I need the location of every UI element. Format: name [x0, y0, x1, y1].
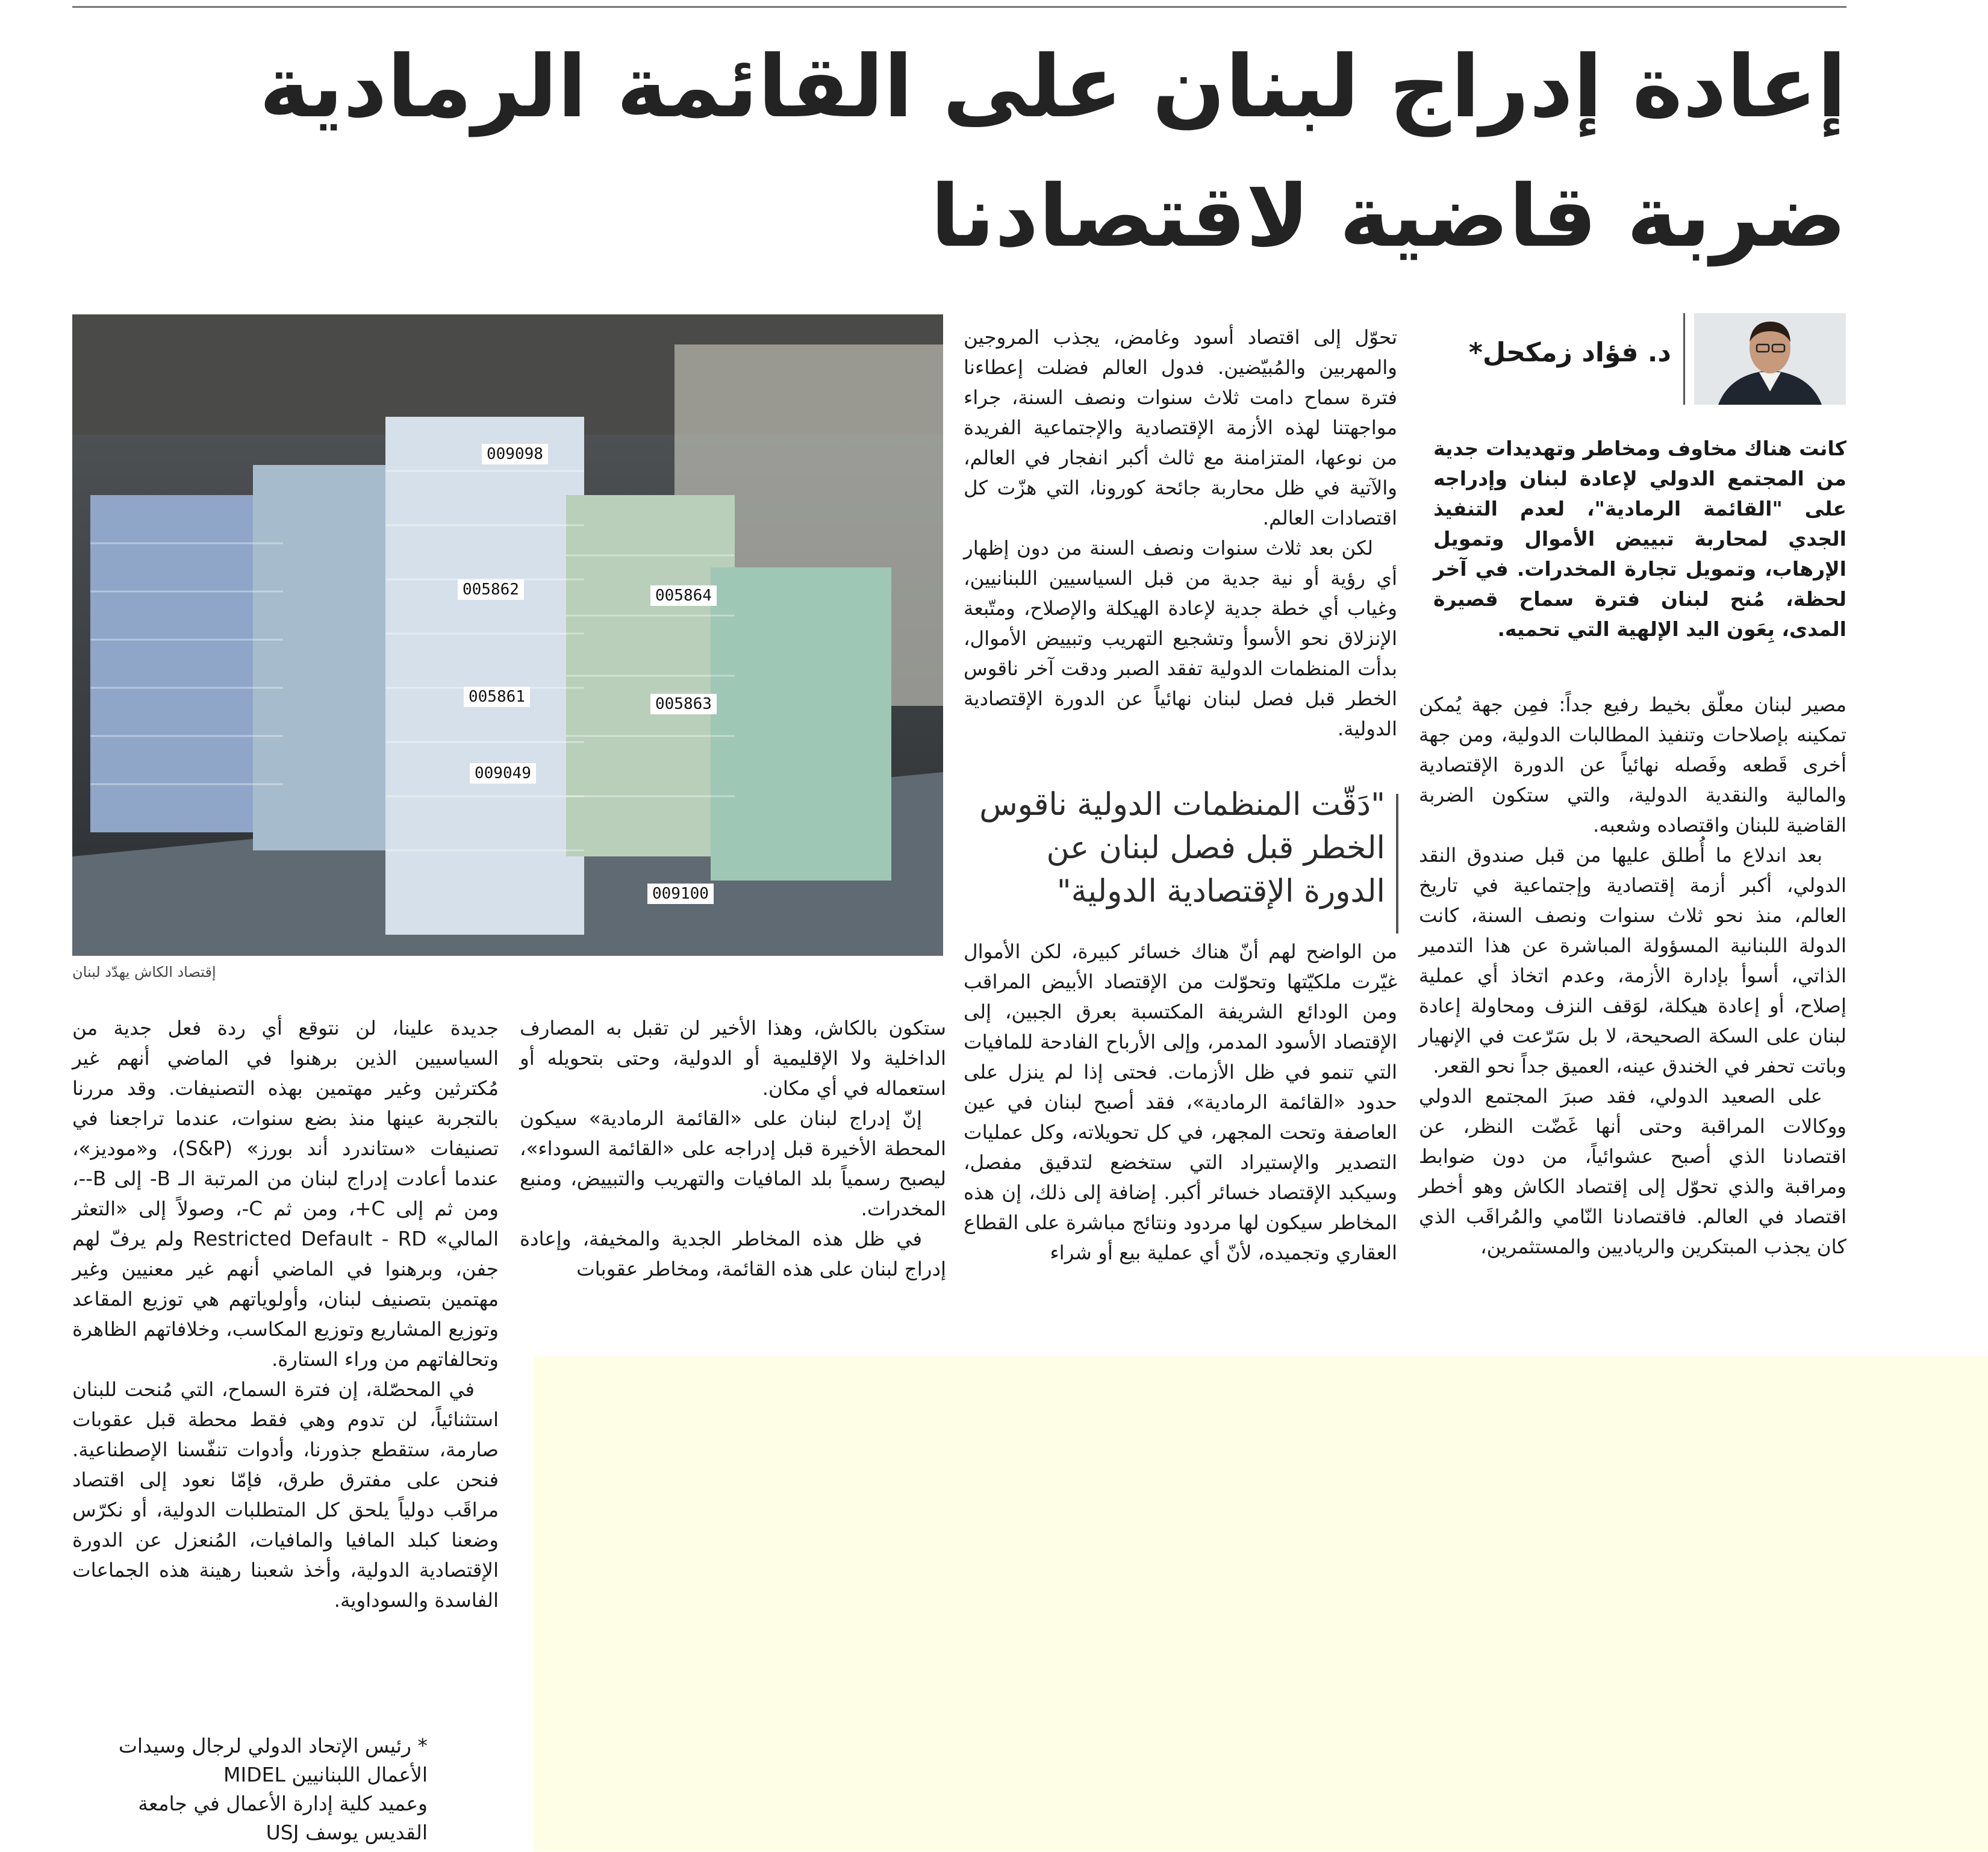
- paragraph: لكن بعد ثلاث سنوات ونصف السنة من دون إظهار أي رؤية أو نية جدية من قبل السياسيين اللبنانيين، وغياب أي خطة جدية لإعادة الهيكلة والإصلاح، ومتّبعة الإنزلاق نحو الأسوأ وتشجيع التهريب وتبييض الأموال، بدأت المنظمات الدولية تفقد الصبر ودقت آخر ناقوس الخطر قبل فصل لبنان نهائياً عن الدورة الإقتصادية الدولية.: [964, 537, 1397, 740]
- paragraph: بعد اندلاع ما أُطلق عليها من قبل صندوق النقد الدولي، أكبر أزمة إقتصادية وإجتماعية في تاريخ العالم، منذ نحو ثلاث سنوات ونصف السنة، كانت الدولة اللبنانية المسؤولة المباشرة عن هذا التدمير الذاتي، أسوأ بإدارة الأزمة، وعدم اتخاذ أي عملية إصلاح، أو إعادة هيكلة، لوَقف النزف ومحاولة إعادة لبنان على السكة الصحيحة، لا بل سَرّعت في الإنهيار وباتت تحفر في الخندق عينه، العميق جداً نحو القعر.: [1419, 844, 1846, 1077]
- footnote-line: القديس يوسف USJ: [266, 1821, 428, 1844]
- headline-line-1: إعادة إدراج لبنان على القائمة الرمادية: [259, 37, 1846, 137]
- pullquote-bar: [1396, 794, 1398, 934]
- lead-paragraph: كانت هناك مخاوف ومخاطر وتهديدات جدية من المجتمع الدولي لإعادة لبنان وإدراجه على "القائمة الرمادية"، لعدم التنفيذ الجدي لمحاربة تبييض الأموال وتمويل الإرهاب، وتمويل تجارة المخدرات. في آخر لحظة، مُنح لبنان فترة سماح قصيرة المدى، بِعَون اليد الإلهية التي تحميه.: [1433, 437, 1846, 641]
- bundle-label: 009049: [470, 763, 536, 784]
- article-column-2-top: [964, 322, 1397, 780]
- paragraph: إنّ إدراج لبنان على «القائمة الرمادية» سيكون المحطة الأخيرة قبل إدراجه على «القائمة السوداء»، ليصبح رسمياً بلد المافيات والتهريب والتبييض، ومنبع المخدرات.: [520, 1107, 946, 1220]
- bundle-label: 005861: [464, 687, 530, 707]
- paragraph: تحوّل إلى اقتصاد أسود وغامض، يجذب المروجين والمهربين والمُبيّضين. فدول العالم فضلت إعطاءنا فترة سماح دامت ثلاث سنوات ونصف السنة، جراء مواجهتنا لهذه الأزمة الإقتصادية والإجتماعية الفريدة من نوعها، المتزامنة مع ثالث أكبر انفجار في العالم، والآتية في ظل محاربة جائحة كورونا، التي هزّت كل اقتصادات العالم.: [964, 326, 1397, 529]
- pullquote: "دَقّت المنظمات الدولية ناقوس الخطر قبل فصل لبنان عن الدورة الإقتصادية الدولية": [979, 787, 1385, 909]
- author-footnote: [72, 1732, 428, 1852]
- bundle-label: 005862: [458, 579, 524, 600]
- article-column-3: [520, 1013, 946, 1302]
- author-name: د. فؤاد زمكحل*: [1468, 337, 1671, 368]
- author-portrait-icon: [1694, 313, 1846, 405]
- article-column-4: [72, 1013, 499, 1706]
- author-divider: [1683, 313, 1685, 405]
- author-photo: [1694, 313, 1846, 405]
- paragraph: مصير لبنان معلّق بخيط رفيع جداً: فمِن جهة يُمكن تمكينه بإصلاحات وتنفيذ المطالبات الدولية، ومن جهة أخرى قَطعه وفَصله نهائياً عن الدورة الإقتصادية والمالية والنقدية الدولية، والتي ستكون الضربة القاضية للبنان واقتصاده وشعبه.: [1419, 693, 1846, 837]
- top-rule: [72, 6, 1846, 8]
- paragraph: ستكون بالكاش، وهذا الأخير لن تقبل به المصارف الداخلية ولا الإقليمية أو الدولية، وحتى بتحويله أو استعماله في أي مكان.: [520, 1017, 946, 1100]
- article-column-2-bottom: [964, 937, 1397, 1310]
- bundle-label: 005863: [650, 694, 717, 714]
- bundle-label: 009098: [482, 444, 548, 464]
- paragraph: في ظل هذه المخاطر الجدية والمخيفة، وإعادة إدراج لبنان على هذه القائمة، ومخاطر عقوبات: [520, 1227, 946, 1280]
- bundle-label: 005864: [650, 585, 717, 606]
- paragraph: جديدة علينا، لن نتوقع أي ردة فعل جدية من السياسيين الذين برهنوا في الماضي أنهم غير مُكترثين وغير مهتمين بهذه التصنيفات. وقد مررنا بالتجربة عينها منذ بضع سنوات، عندما تراجعنا في تصنيفات «ستاندرد أند بورز» (S&P)، و«موديز»، عندما أعادت إدراج لبنان من المرتبة الـ B- إلى B--، ومن ثم إلى C+، ومن ثم C-، وصولاً إلى «التعثر المالي» Restricted Default - RD ولم يرفّ لهم جفن، وبرهنوا في الماضي أنهم غير معنيين وغير مهتمين بتصنيف لبنان، وأولوياتهم هي توزيع المقاعد وتوزيع المشاريع وتوزيع المكاسب، وخلافاتهم الظاهرة وتحالفاتهم من وراء الستارة.: [72, 1017, 499, 1371]
- paragraph: في المحصّلة، إن فترة السماح، التي مُنحت للبنان استثنائياً، لن تدوم وهي فقط محطة قبل عقوبات صارمة، ستقطع جذورنا، وأدوات تنفّسنا الإصطناعية. فنحن على مفترق طرق، فإمّا نعود إلى اقتصاد مراقَب دولياً يلحق كل المتطلبات الدولية، أو نكرّس وضعنا كبلد المافيا والمافيات، المُنعزل عن الدورة الإقتصادية الدولية، وأخذ شعبنا رهينة هذه الجماعات الفاسدة والسوداوية.: [72, 1378, 499, 1612]
- money-stacks-image: [72, 314, 943, 956]
- footnote-line: * رئيس الإتحاد الدولي لرجال وسيدات: [118, 1734, 428, 1757]
- ad-placeholder-area: [534, 1356, 1988, 1851]
- paragraph: من الواضح لهم أنّ هناك خسائر كبيرة، لكن الأموال غيّرت ملكيّتها وتحوّلت من الإقتصاد الأبيض المراقب ومن الودائع الشريفة المكتسبة بعرق الجبين، إلى الإقتصاد الأسود المدمر، وإلى الأرباح الفادحة للمافيات التي تنمو في ظل الأزمات. فحتى إذا لم ينزل على حدود «القائمة الرمادية»، فقد أصبح لبنان في عين العاصفة وتحت المجهر، في كل تحويلاته، وكل عمليات التصدير والإستيراد التي ستخضع لتدقيق مفصل، وسيكبد الإقتصاد خسائر أكبر. إضافة إلى ذلك، إن هذه المخاطر سيكون لها مردود ونتائج مباشرة على القطاع العقاري وتجميده، لأنّ أي عملية بيع أو شراء: [964, 940, 1397, 1264]
- headline-line-2: ضربة قاضية لاقتصادنا: [930, 167, 1846, 266]
- article-column-1: [1419, 690, 1846, 1310]
- footnote-line: وعميد كلية إدارة الأعمال في جامعة: [138, 1792, 428, 1815]
- paragraph: على الصعيد الدولي، فقد صبرَ المجتمع الدولي ووكالات المراقبة وحتى أنها غَضّت النظر، عن اقتصادنا الذي أصبح عشوائياً، من دون ضوابط ومراقبة والذي تحوّل إلى إقتصاد الكاش وهو أخطر اقتصاد في العالم. فاقتصادنا النّامي والمُراقَب الذي كان يجذب المبتكرين والرياديين والمستثمرين،: [1419, 1085, 1846, 1258]
- article-photo: [72, 314, 943, 956]
- photo-caption: إقتصاد الكاش يهدّد لبنان: [72, 964, 216, 981]
- bundle-label: 009100: [647, 884, 714, 904]
- footnote-line: الأعمال اللبنانيين MIDEL: [223, 1763, 428, 1786]
